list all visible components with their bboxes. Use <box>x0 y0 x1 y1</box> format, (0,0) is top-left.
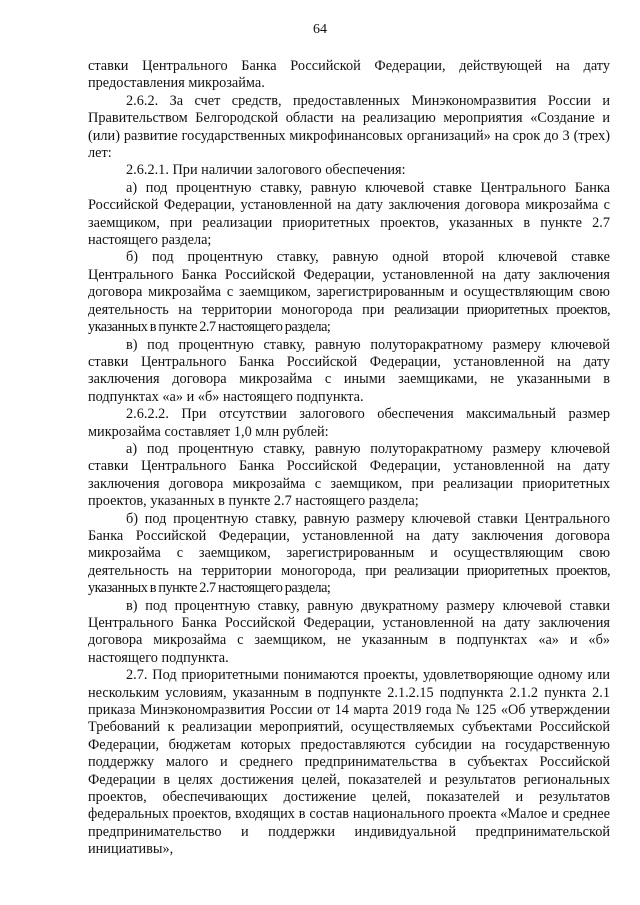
paragraph-2-6-2-1 <box>88 162 610 179</box>
paragraph-text: 2.6.2.1. При наличии залогового обеспечения: <box>126 162 406 179</box>
paragraph-text: 2.6.2.2. При отсутствии залогового обеспечения максимальный размер микрозайма составляет 1,0 млн рублей: <box>88 406 610 440</box>
paragraph-2-6-2-1-a <box>88 180 610 250</box>
paragraph-2-7 <box>88 667 610 858</box>
paragraph-2-6-2-2-v <box>88 598 610 668</box>
paragraph-text: в) под процентную ставку, равную полуторакратному размеру ключевой ставки Центрального Банка Российской Федерации, установленной на дату заключения договора микрозайма с иными заемщиками, не указанными в подпунктах «а» и «б» настоящего подпункта. <box>88 336 610 405</box>
paragraph-text-condensed: при реализации приоритетных проектов, указанных в пункте 2.7 настоящего раздела; <box>88 562 610 597</box>
paragraph-rate-continuation <box>88 58 610 93</box>
paragraph-2-6-2-1-v <box>88 337 610 407</box>
paragraph-2-6-2-2-b <box>88 511 610 598</box>
paragraph-text: а) под процентную ставку, равную ключевой ставке Центрального Банка Российской Федерации, установленной на дату заключения договора микрозайма с заемщиком, при реализации приоритетных проектов, указанных в пункте 2.7 настоящего раздела; <box>88 179 610 249</box>
page-number: 64 <box>313 22 327 37</box>
paragraph-2-6-2-2-a <box>88 441 610 511</box>
document-body <box>88 58 610 859</box>
paragraph-2-6-2-1-b <box>88 249 610 336</box>
paragraph-text: б) под процентную ставку, равную одной второй ключевой ставке Центрального Банка Российской Федерации, установленной на дату заключения договора микрозайма с заемщиком, зарегистрированным и осуществляющим свою деятельность на территории моногорода при <box>88 249 610 318</box>
paragraph-text: в) под процентную ставку, равную двукратному размеру ключевой ставки Центрального Банка Российской Федерации, установленной на дату заключения договора микрозайма с заемщиком, не указанным в подпунктах «а» и «б» настоящего подпункта. <box>88 597 610 666</box>
paragraph-text-condensed: реализации приоритетных проектов, указанных в пункте 2.7 настоящего раздела; <box>88 301 610 336</box>
paragraph-2-6-2-2 <box>88 406 610 441</box>
paragraph-2-6-2 <box>88 93 610 163</box>
paragraph-text: 2.6.2. За счет средств, предоставленных Минэкономразвития России и Правительством Белгородской области на реализацию мероприятия «Создание и (или) развитие государственных микрофинансовых организаций» на срок до 3 (трех) лет: <box>88 92 610 162</box>
paragraph-text: б) под процентную ставку, равную размеру ключевой ставки Центрального Банка Российской Федерации, установленной на дату заключения договора микрозайма с заемщиком, зарегистрированным и осуществляющим свою деятельность на территории моногорода, <box>88 510 610 579</box>
paragraph-text: ставки Центрального Банка Российской Федерации, действующей на дату предоставления микрозайма. <box>88 58 610 92</box>
paragraph-text: а) под процентную ставку, равную полуторакратному размеру ключевой ставки Центрального Банка Российской Федерации, установленной на дату заключения договора микрозайма с заемщиком, при реализации приоритетных проектов, указанных в пункте 2.7 настоящего раздела; <box>88 440 610 510</box>
paragraph-text: 2.7. Под приоритетными понимаются проекты, удовлетворяющие одному или нескольким условиям, указанным в подпункте 2.1.2.15 подпункта 2.1.2 пункта 2.1 приказа Минэкономразвития России от 14 марта 2019 года № 125 «Об утверждении Требований к реализации мероприятий, осуществляемых субъектами Российской Федерации, бюджетам которых предоставляются субсидии на государственную поддержку малого и среднего предпринимательства в субъектах Российской Федерации в целях достижения целей, показателей и результатов региональных проектов, обеспечивающих достижение целей, показателей и результатов федеральных проектов, входящих в состав национального проекта «Малое и среднее предпринимательство и поддержки индивидуальной предпринимательской инициативы», <box>88 667 610 858</box>
